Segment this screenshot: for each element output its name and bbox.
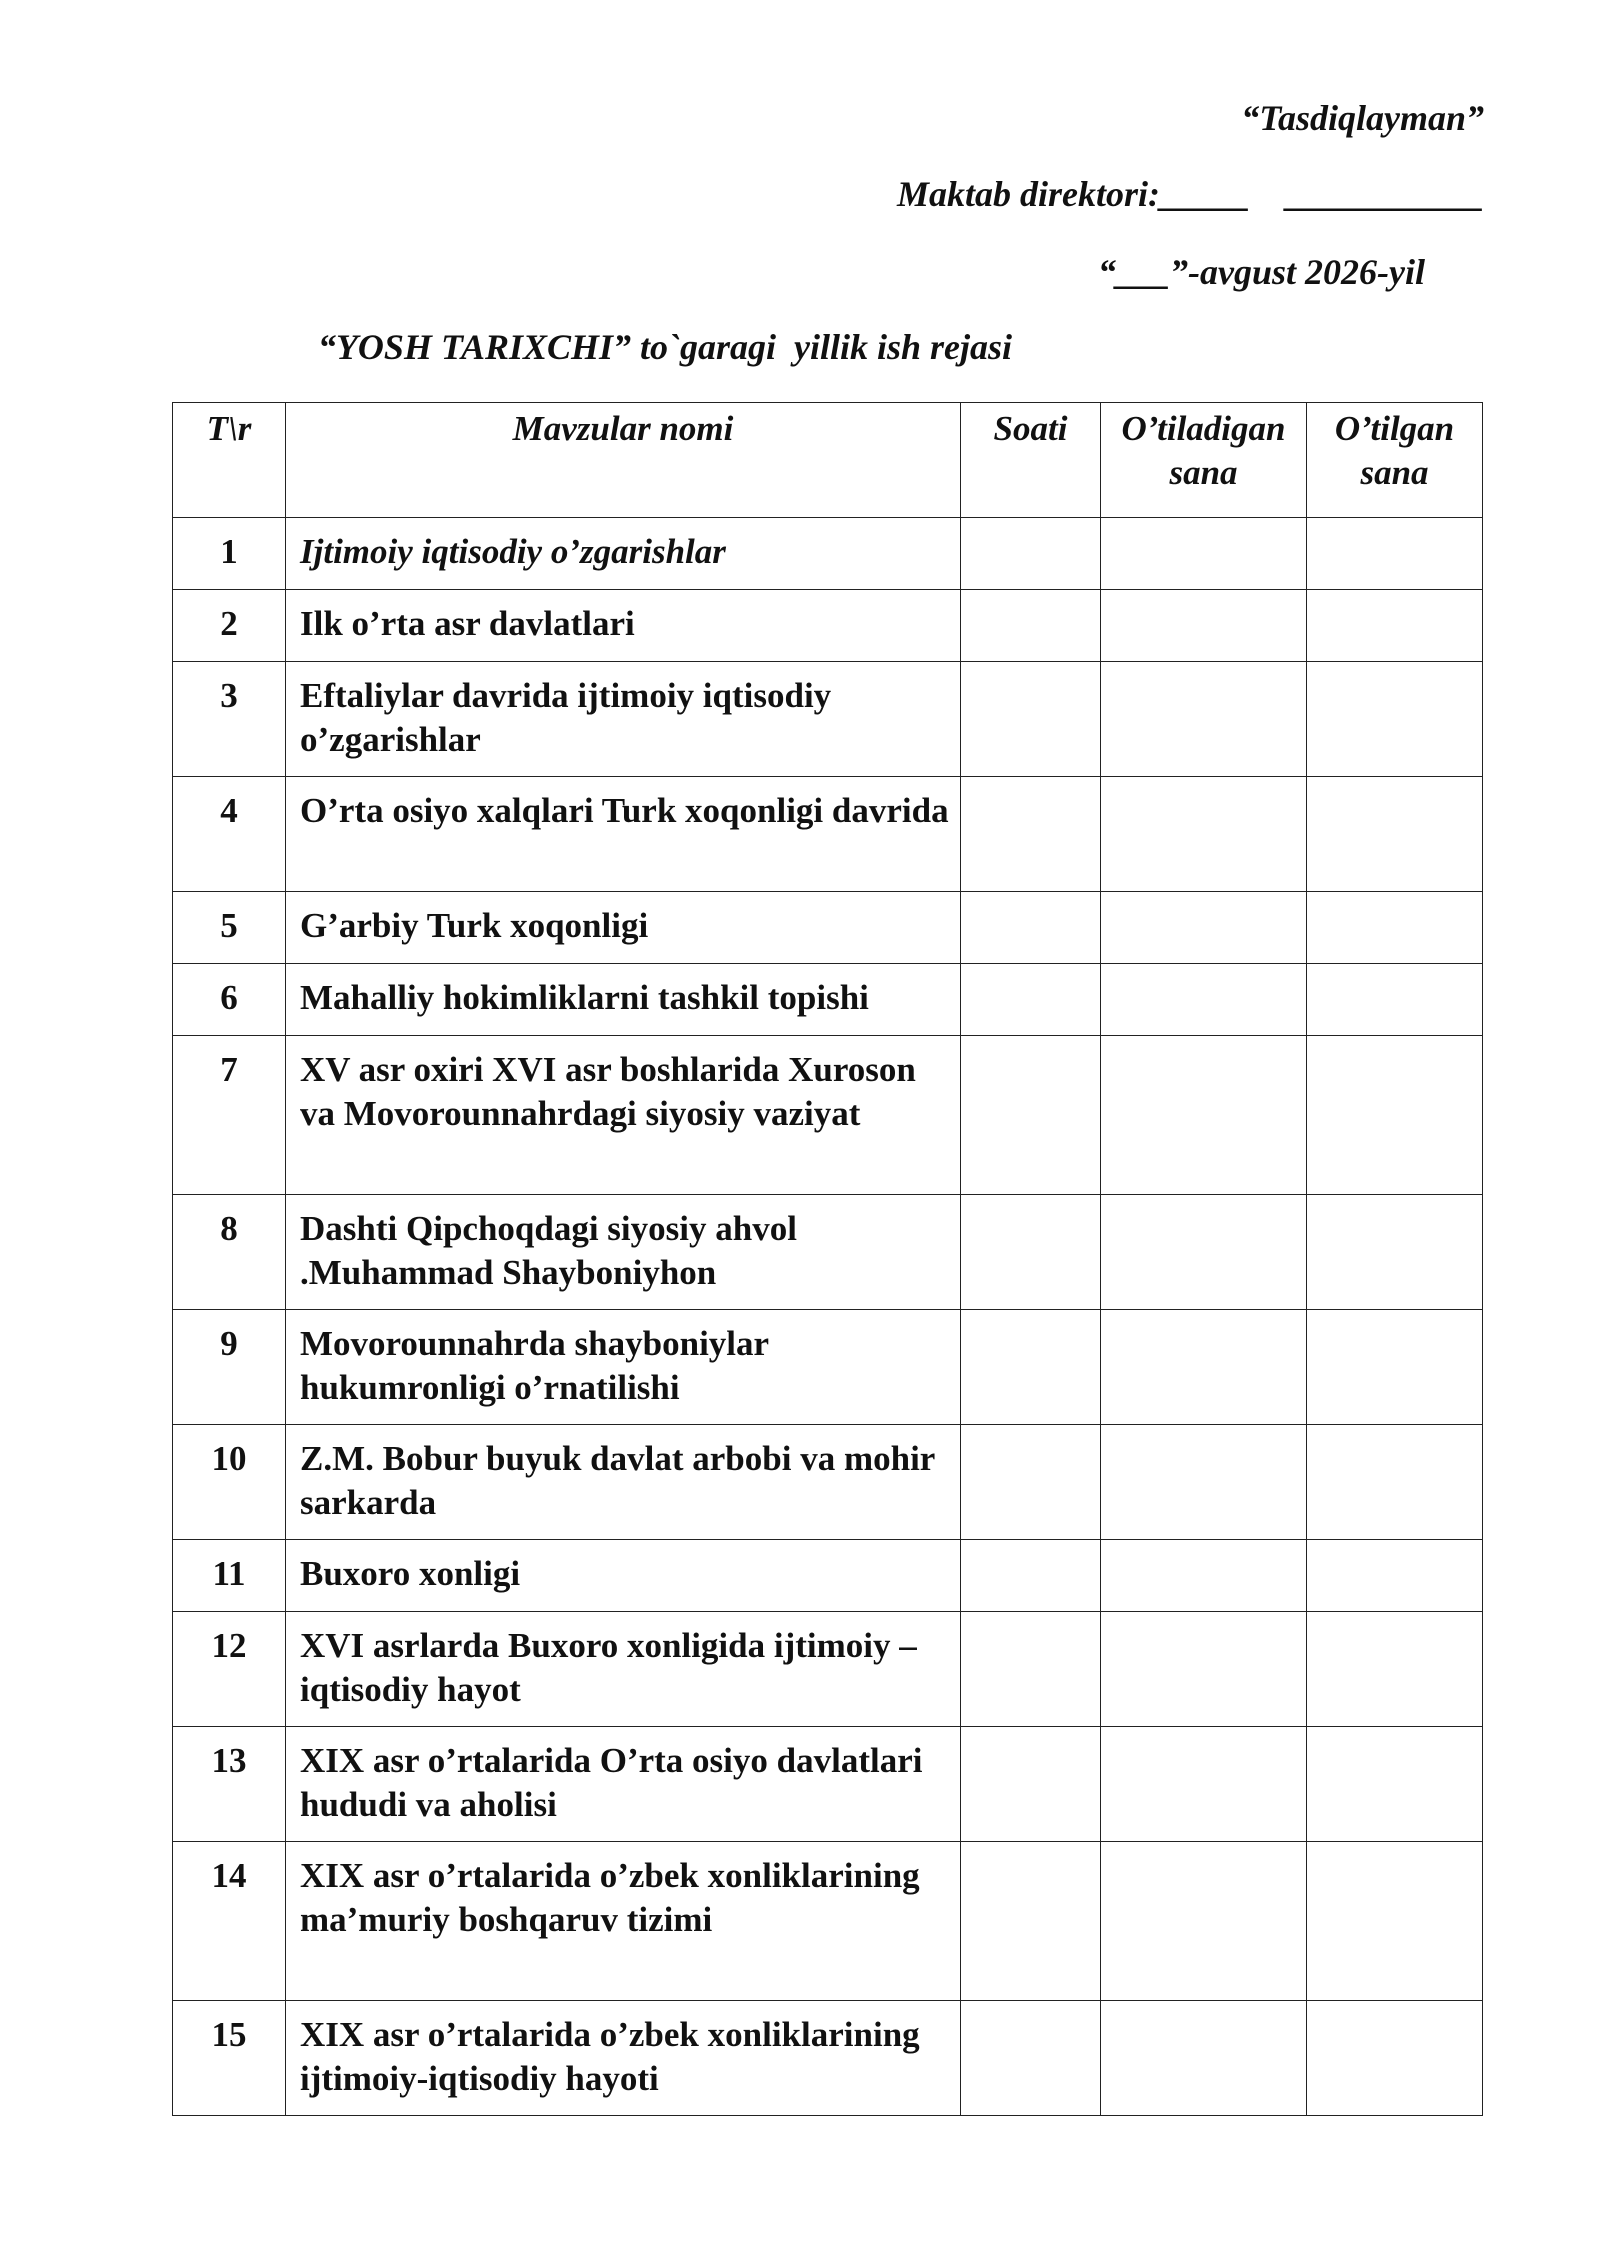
approval-heading: “Tasdiqlayman” xyxy=(1241,98,1484,138)
table-row xyxy=(173,1612,1483,1727)
planned-date-cell xyxy=(1101,777,1307,892)
row-number: 12 xyxy=(173,1612,286,1727)
hours-cell xyxy=(961,964,1101,1036)
planned-date-cell xyxy=(1101,964,1307,1036)
row-number: 5 xyxy=(173,892,286,964)
planned-date-cell xyxy=(1101,518,1307,590)
table-row xyxy=(173,892,1483,964)
topic-cell: G’arbiy Turk xoqonligi xyxy=(286,892,961,964)
table-row xyxy=(173,1036,1483,1195)
planned-date-cell xyxy=(1101,1612,1307,1727)
topic-cell: Dashti Qipchoqdagi siyosiy ahvol .Muhammad Shayboniyhon xyxy=(286,1195,961,1310)
topic-cell: XV asr oxiri XVI asr boshlarida Xuroson va Movorounnahrdagi siyosiy vaziyat xyxy=(286,1036,961,1195)
hours-cell xyxy=(961,1036,1101,1195)
table-row xyxy=(173,1425,1483,1540)
column-header-planned-date: O’tiladigan sana xyxy=(1101,403,1307,518)
hours-cell xyxy=(961,518,1101,590)
row-number: 8 xyxy=(173,1195,286,1310)
planned-date-cell xyxy=(1101,1425,1307,1540)
topic-cell: Eftaliylar davrida ijtimoiy iqtisodiy o’zgarishlar xyxy=(286,662,961,777)
row-number: 7 xyxy=(173,1036,286,1195)
row-number: 13 xyxy=(173,1727,286,1842)
hours-cell xyxy=(961,1727,1101,1842)
topic-cell: O’rta osiyo xalqlari Turk xoqonligi davrida xyxy=(286,777,961,892)
hours-cell xyxy=(961,662,1101,777)
table-row xyxy=(173,777,1483,892)
column-header-topic: Mavzular nomi xyxy=(286,403,961,518)
planned-date-cell xyxy=(1101,1036,1307,1195)
row-number: 1 xyxy=(173,518,286,590)
planned-date-cell xyxy=(1101,662,1307,777)
actual-date-cell xyxy=(1307,590,1483,662)
planned-date-cell xyxy=(1101,1540,1307,1612)
approval-date-line: “___”-avgust 2026-yil xyxy=(1098,252,1425,292)
table-row xyxy=(173,662,1483,777)
actual-date-cell xyxy=(1307,1540,1483,1612)
hours-cell xyxy=(961,1310,1101,1425)
topic-cell: Z.M. Bobur buyuk davlat arbobi va mohir sarkarda xyxy=(286,1425,961,1540)
topic-cell: Buxoro xonligi xyxy=(286,1540,961,1612)
actual-date-cell xyxy=(1307,662,1483,777)
planned-date-cell xyxy=(1101,1727,1307,1842)
row-number: 6 xyxy=(173,964,286,1036)
actual-date-cell xyxy=(1307,1842,1483,2001)
table-row xyxy=(173,1540,1483,1612)
actual-date-cell xyxy=(1307,1195,1483,1310)
hours-cell xyxy=(961,2001,1101,2116)
hours-cell xyxy=(961,1612,1101,1727)
actual-date-cell xyxy=(1307,518,1483,590)
planned-date-cell xyxy=(1101,1310,1307,1425)
hours-cell xyxy=(961,1195,1101,1310)
row-number: 15 xyxy=(173,2001,286,2116)
table-row xyxy=(173,2001,1483,2116)
column-header-number: T\r xyxy=(173,403,286,518)
row-number: 11 xyxy=(173,1540,286,1612)
hours-cell xyxy=(961,1540,1101,1612)
table-header-row xyxy=(173,403,1483,518)
table-row xyxy=(173,518,1483,590)
table-row xyxy=(173,590,1483,662)
table-row xyxy=(173,964,1483,1036)
table-row xyxy=(173,1195,1483,1310)
document-title: “YOSH TARIXCHI” to`garagi yillik ish rejasi xyxy=(317,327,1013,367)
column-header-actual-date: O’tilgan sana xyxy=(1307,403,1483,518)
work-plan-table xyxy=(172,402,1483,2116)
hours-cell xyxy=(961,590,1101,662)
actual-date-cell xyxy=(1307,1727,1483,1842)
row-number: 10 xyxy=(173,1425,286,1540)
row-number: 3 xyxy=(173,662,286,777)
row-number: 4 xyxy=(173,777,286,892)
hours-cell xyxy=(961,1842,1101,2001)
planned-date-cell xyxy=(1101,590,1307,662)
topic-cell: Mahalliy hokimliklarni tashkil topishi xyxy=(286,964,961,1036)
planned-date-cell xyxy=(1101,1195,1307,1310)
actual-date-cell xyxy=(1307,1425,1483,1540)
topic-cell: XIX asr o’rtalarida o’zbek xonliklarining ijtimoiy-iqtisodiy hayoti xyxy=(286,2001,961,2116)
planned-date-cell xyxy=(1101,892,1307,964)
topic-cell: Ijtimoiy iqtisodiy o’zgarishlar xyxy=(286,518,961,590)
director-signature-line: Maktab direktori:_____ ___________ xyxy=(896,174,1484,214)
actual-date-cell xyxy=(1307,1036,1483,1195)
actual-date-cell xyxy=(1307,2001,1483,2116)
topic-cell: Ilk o’rta asr davlatlari xyxy=(286,590,961,662)
actual-date-cell xyxy=(1307,777,1483,892)
table-row xyxy=(173,1727,1483,1842)
actual-date-cell xyxy=(1307,1612,1483,1727)
actual-date-cell xyxy=(1307,964,1483,1036)
row-number: 2 xyxy=(173,590,286,662)
topic-cell: Movorounnahrda shayboniylar hukumronligi o’rnatilishi xyxy=(286,1310,961,1425)
table-row xyxy=(173,1310,1483,1425)
topic-cell: XIX asr o’rtalarida O’rta osiyo davlatlari hududi va aholisi xyxy=(286,1727,961,1842)
hours-cell xyxy=(961,1425,1101,1540)
row-number: 14 xyxy=(173,1842,286,2001)
column-header-hours: Soati xyxy=(961,403,1101,518)
table-row xyxy=(173,1842,1483,2001)
planned-date-cell xyxy=(1101,1842,1307,2001)
hours-cell xyxy=(961,892,1101,964)
topic-cell: XIX asr o’rtalarida o’zbek xonliklarining ma’muriy boshqaruv tizimi xyxy=(286,1842,961,2001)
planned-date-cell xyxy=(1101,2001,1307,2116)
actual-date-cell xyxy=(1307,1310,1483,1425)
actual-date-cell xyxy=(1307,892,1483,964)
row-number: 9 xyxy=(173,1310,286,1425)
topic-cell: XVI asrlarda Buxoro xonligida ijtimoiy –iqtisodiy hayot xyxy=(286,1612,961,1727)
hours-cell xyxy=(961,777,1101,892)
